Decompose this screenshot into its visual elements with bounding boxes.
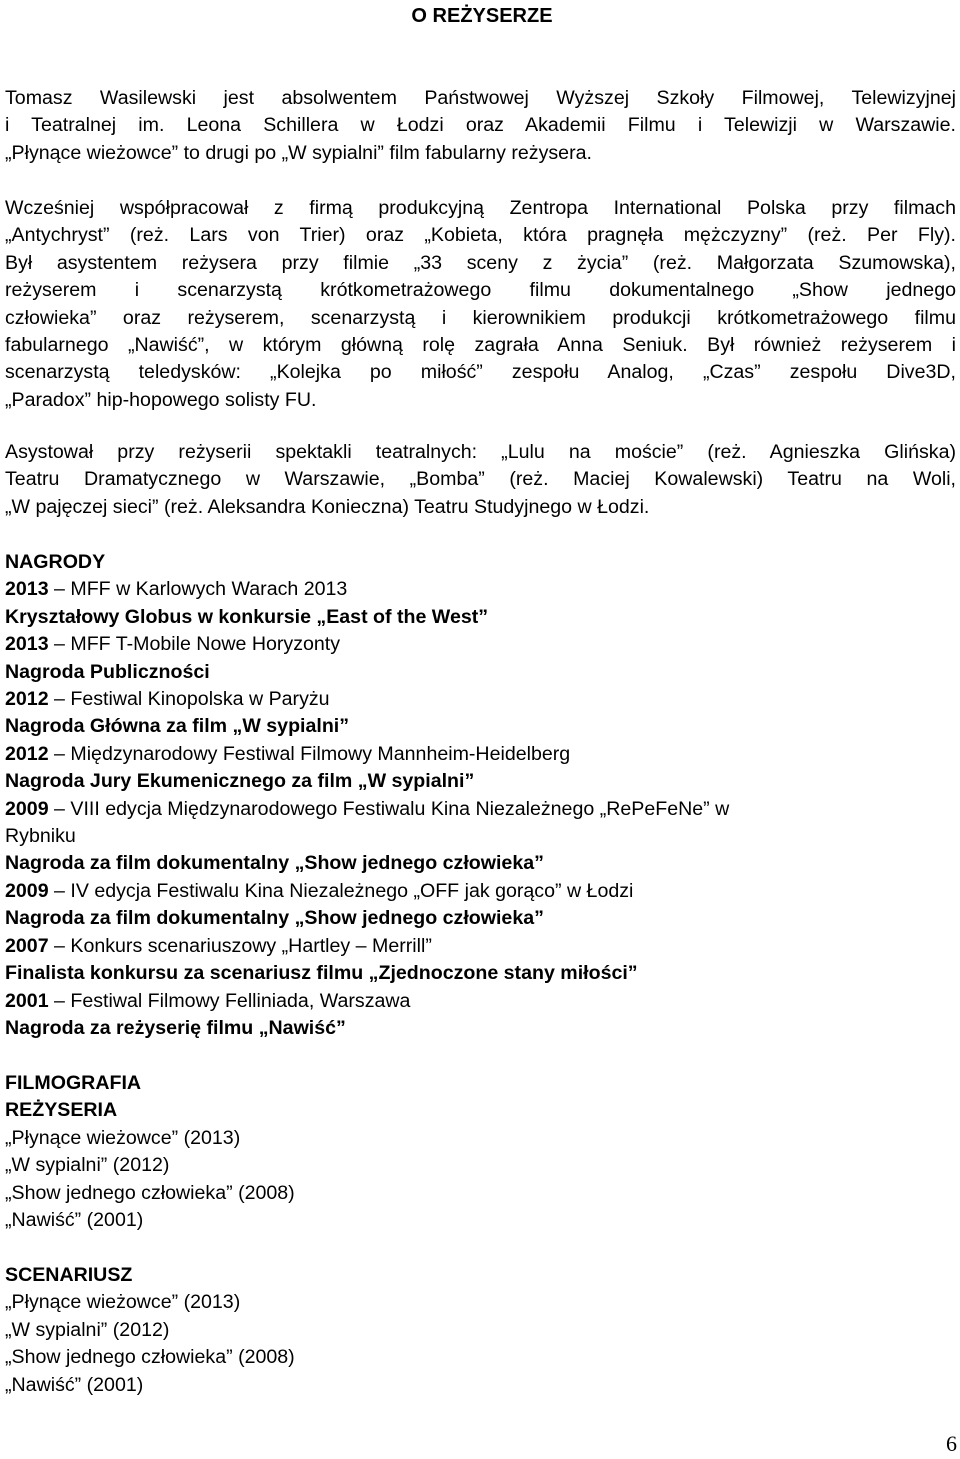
page-number: 6 [946,1431,957,1456]
screenplay-item: „Nawiść” (2001) [5,1373,144,1396]
directing-item: „W sypialni” (2012) [5,1154,170,1177]
award-event-line [5,878,956,905]
bio-paragraph-1 [5,85,956,167]
award-prize: Finalista konkursu za scenariusz filmu „Zjednoczone stany miłości” [5,962,638,985]
award-prize: Nagroda Jury Ekumenicznego za film „W sypialni” [5,770,475,793]
bio-line: człowieka” oraz reżyserem, scenarzystą i kierownikiem produkcji krótkometrażowego filmu [5,306,956,329]
bio-line: Asystował przy reżyserii spektakli teatralnych: „Lulu na moście” (reż. Agnieszka Glińska) [5,441,956,463]
bio-line: fabularnego „Nawiść”, w którym główną rolę zagrała Anna Seniuk. Był również reżyserem i [5,334,956,357]
award-year: 2013 [5,578,49,601]
award-year: 2013 [5,633,49,656]
directing-heading: REŻYSERIA [5,1099,118,1122]
award-event: – Konkurs scenariuszowy „Hartley – Merrill” [48,934,432,957]
screenplay-item: „W sypialni” (2012) [5,1318,170,1341]
directing-item: „Show jednego człowieka” (2008) [5,1181,295,1204]
award-prize: Nagroda Publiczności [5,660,210,683]
award-event: – Festiwal Filmowy Felliniada, Warszawa [48,989,411,1012]
award-event-line [5,988,956,1015]
award-year: 2007 [5,934,49,957]
award-event: – Festiwal Kinopolska w Paryżu [48,688,330,711]
directing-item: „Nawiść” (2001) [5,1209,144,1232]
bio-line: scenarzystą teledysków: „Kolejka po miłość” zespołu Analog, „Czas” zespołu Dive3D, [5,361,956,384]
screenplay-item: „Show jednego człowieka” (2008) [5,1346,295,1369]
award-event-continuation: Rybniku [5,825,76,848]
bio-line: Był asystentem reżysera przy filmie „33 sceny z życia” (reż. Małgorzata Szumowska), [5,251,956,274]
award-prize: Kryształowy Globus w konkursie „East of the West” [5,605,489,628]
bio-line: „Antychryst” (reż. Lars von Trier) oraz „Kobieta, która pragnęła mężczyzny” (reż. Per Fly). [5,224,956,247]
directing-item: „Płynące wieżowce” (2013) [5,1126,241,1149]
award-event-line [5,741,956,768]
bio-line: reżyserem i scenarzystą krótkometrażowego filmu dokumentalnego „Show jednego [5,279,956,302]
filmography-section [5,1070,956,1234]
award-year: 2009 [5,797,49,820]
award-prize: Nagroda za film dokumentalny „Show jednego człowieka” [5,907,544,930]
bio-paragraph-3 [5,439,956,521]
award-prize: Nagroda za reżyserię filmu „Nawiść” [5,1016,346,1039]
screenplay-heading: SCENARIUSZ [5,1264,133,1286]
award-event-line [5,631,956,658]
award-event: – IV edycja Festiwalu Kina Niezależnego „OFF jak gorąco” w Łodzi [48,879,634,902]
award-prize: Nagroda za film dokumentalny „Show jednego człowieka” [5,852,544,875]
bio-line: i Teatralnej im. Leona Schillera w Łodzi oraz Akademii Filmu i Telewizji w Warszawie. [5,114,956,137]
award-event: – MFF T-Mobile Nowe Horyzonty [48,633,341,656]
filmography-heading: FILMOGRAFIA [5,1072,142,1094]
award-event-line [5,933,956,960]
bio-line: Tomasz Wasilewski jest absolwentem Państwowej Wyższej Szkoły Filmowej, Telewizyjnej [5,87,956,109]
bio-line: „Płynące wieżowce” to drugi po „W sypialni” film fabularny reżysera. [5,141,592,164]
screenplay-section [5,1262,956,1399]
bio-line: „W pajęczej sieci” (reż. Aleksandra Konieczna) Teatru Studyjnego w Łodzi. [5,495,650,518]
award-event: – MFF w Karlowych Warach 2013 [48,578,348,601]
page-title: O REŻYSERZE [411,5,553,27]
award-event-line [5,796,956,823]
awards-section [5,549,956,1042]
award-event-line [5,686,956,713]
award-prize: Nagroda Główna za film „W sypialni” [5,715,350,738]
award-event: – Międzynarodowy Festiwal Filmowy Mannheim-Heidelberg [48,742,571,765]
bio-line: Teatru Dramatycznego w Warszawie, „Bomba” (reż. Maciej Kowalewski) Teatru na Woli, [5,468,956,491]
bio-paragraph-2 [5,195,956,414]
award-event-line [5,576,956,603]
award-year: 2009 [5,879,49,902]
awards-heading: NAGRODY [5,551,106,573]
award-year: 2012 [5,688,49,711]
award-event: – VIII edycja Międzynarodowego Festiwalu Kina Niezależnego „RePeFeNe” w [48,797,730,820]
award-year: 2001 [5,989,49,1012]
screenplay-item: „Płynące wieżowce” (2013) [5,1291,241,1314]
bio-line: „Paradox” hip-hopowego solisty FU. [5,388,317,411]
award-year: 2012 [5,742,49,765]
bio-line: Wcześniej współpracował z firmą produkcyjną Zentropa International Polska przy filmach [5,197,956,219]
